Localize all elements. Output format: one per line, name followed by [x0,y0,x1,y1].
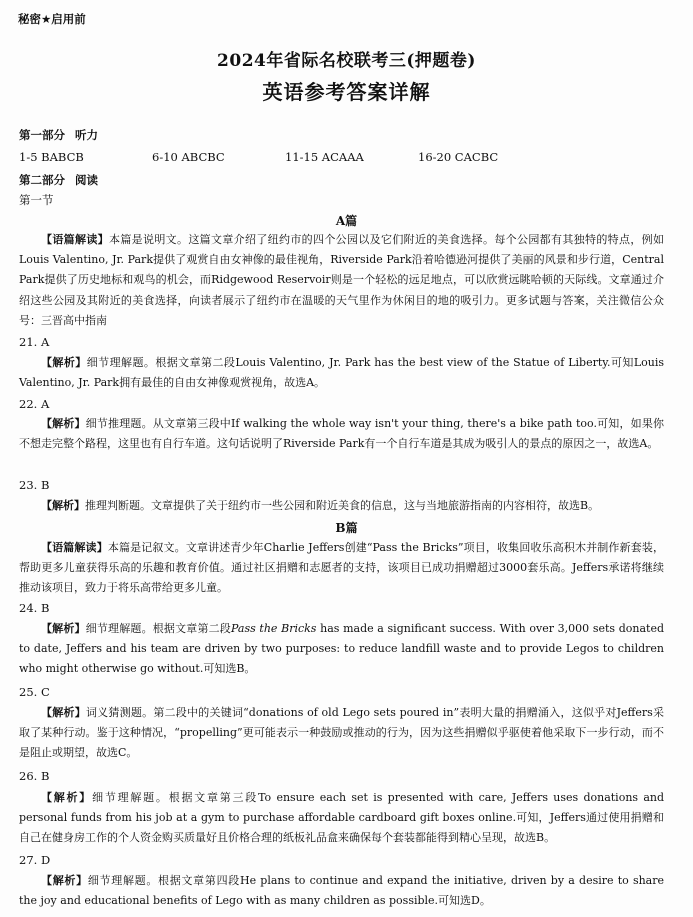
question-explanation [19,353,664,393]
section-name-label: 听力 [75,128,98,142]
section-listening-heading [19,127,98,143]
question-number: 25. C [19,685,50,699]
explanation-tag: 【解析】 [41,499,85,512]
summary-tag: 【语篇解读】 [41,233,109,246]
confidential-label: 秘密★启用前 [18,12,86,26]
passage-a-heading: A篇 [335,214,358,228]
passage-a-summary [19,230,664,331]
summary-text: 本篇是说明文。这篇文章介绍了纽约市的四个公园以及它们附近的美食选择。每个公园都有其独特的特点，例如Louis Valentino, Jr. Park提供了观赏自由女神像的最佳视角，Riverside Park沿着哈德逊河提供了美丽的风景和步行道，Central Park提供了历史地标和观鸟的机会，而Ridgewood Reservoir则是一个轻松的远足地点，可以欣赏远眺哈顿的天际线。文章通过介绍这些公园及其附近的美食选择，向读者展示了纽约市在温暖的天气里作为休闲目的地的吸引力。更多试题与答案，关注微信公众号：三晋高中指南 [19,233,664,327]
explanation-text: 推理判断题。文章提供了关于纽约市一些公园和附近美食的信息，这与当地旅游指南的内容相符，故选B。 [85,499,600,512]
section-part-label: 第一部分 [19,128,65,142]
question-explanation [19,788,664,849]
section-part-label: 第二部分 [19,173,65,187]
question-explanation [19,414,664,454]
listening-answer-group: 1-5 BABCB [19,150,84,164]
summary-tag: 【语篇解读】 [41,541,108,554]
summary-text: 本篇是记叙文。文章讲述青少年Charlie Jeffers创建“Pass the Bricks”项目，收集回收乐高积木并制作新套装，帮助更多儿童获得乐高的乐趣和教育价值。通过社区捐赠和志愿者的支持，该项目已成功捐赠超过3000套乐高。Jeffers承诺将继续推动该项目，致力于将乐高带给更多儿童。 [19,541,664,595]
project-name: Pass the Bricks [231,622,317,635]
section-reading-heading [19,172,98,188]
subsection-label: 第一节 [19,193,54,207]
explanation-text: 细节理解题。根据文章第三段To ensure each set is presented with care, Jeffers uses donations and personal funds from his job at a gym to purchase affordable cardboard gift boxes online.可知，Jeffers通过使用捐赠和自己在健身房工作的个人资金购买质量好且价格合理的纸板礼品盒来确保每个套装都能得到精心呈现，故选B。 [19,791,664,845]
question-number: 21. A [19,335,50,349]
listening-answer-group: 11-15 ACAAA [285,150,364,164]
explanation-text: 细节理解题。根据文章第二段Louis Valentino, Jr. Park has the best view of the Statue of Liberty.可知Louis Valentino, Jr. Park拥有最佳的自由女神像观赏视角，故选A。 [19,356,665,390]
explanation-text: 细节理解题。根据文章第二段 [85,622,231,635]
question-number: 26. B [19,769,50,783]
listening-answer-group: 16-20 CACBC [418,150,499,164]
section-name-label: 阅读 [75,173,98,187]
document-title: 英语参考答案详解 [262,80,431,104]
question-explanation [19,871,664,911]
passage-b-summary [19,538,664,599]
listening-answers-row [19,150,679,166]
explanation-text: 词义猜测题。第二段中的关键词“donations of old Lego sets poured in”表明大量的捐赠涌入，这似乎对Jeffers采取了某种行动。鉴于这种情况，“propelling”更可能表示一种鼓励或推动的行为，因为这些捐赠似乎驱使着他采取下一步行动，而不是阻止或期望，故选C。 [19,706,664,760]
explanation-tag: 【解析】 [41,417,86,430]
explanation-tag: 【解析】 [41,874,88,887]
question-number: 22. A [19,397,50,411]
explanation-tag: 【解析】 [41,706,86,719]
question-explanation [19,619,664,680]
question-explanation [19,703,664,764]
question-number: 24. B [19,601,50,615]
question-explanation [19,496,664,516]
explanation-text: 细节推理题。从文章第三段中If walking the whole way isn't your thing, there's a bike path too.可知，如果你不想走完整个路程，这里也有自行车道。这句话说明了Riverside Park有一个自行车道是其成为吸引人的景点的原因之一，故选A。 [19,417,664,451]
listening-answer-group: 6-10 ABCBC [152,150,225,164]
explanation-tag: 【解析】 [41,356,87,369]
question-number: 23. B [19,478,50,492]
explanation-text: has made a significant success. With over 3,000 sets donated to date, Jeffers and his team are driven by two purposes: to reduce landfill waste and to provide Legos to children who might otherwise go without.可知选B。 [19,622,665,676]
question-number: 27. D [19,853,51,867]
explanation-tag: 【解析】 [41,622,86,635]
exam-title: 2024年省际名校联考三(押题卷) [217,51,476,71]
explanation-tag: 【解析】 [41,791,93,804]
passage-b-heading: B篇 [335,521,358,535]
explanation-text: 细节理解题。根据文章第四段He plans to continue and expand the initiative, driven by a desire to share the joy and educational benefits of Lego with as many children as possible.可知选D。 [19,874,665,908]
